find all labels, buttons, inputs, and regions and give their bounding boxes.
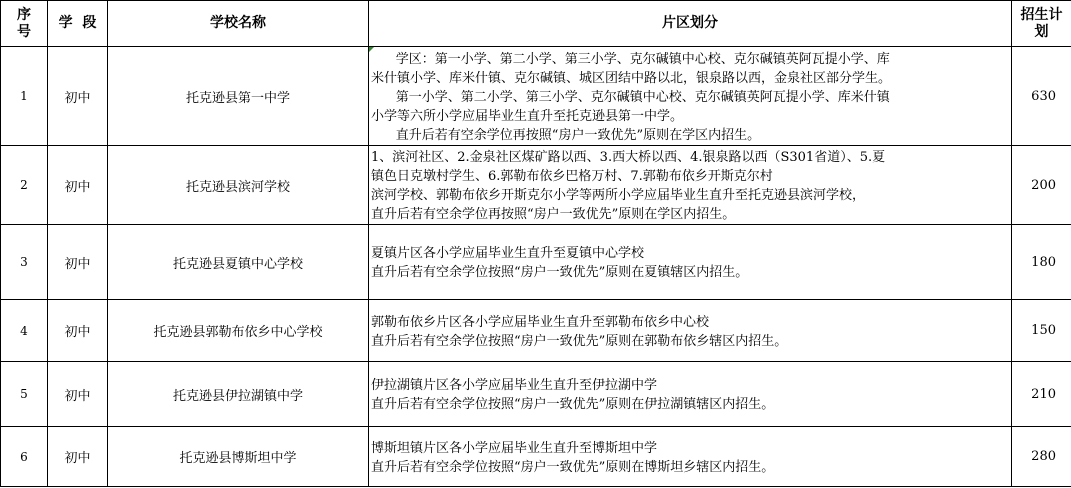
header-school: 学校名称 [108,1,369,47]
header-seq-top: 序 [17,6,31,23]
plan-cell: 210 [1012,362,1071,427]
school-cell: 托克逊县第一中学 [108,47,369,146]
area-line: 郭勒布依乡片区各小学应届毕业生直升至郭勒布依乡中心校 [371,314,710,330]
stage-cell: 初中 [48,362,108,427]
seq-cell: 1 [1,47,48,146]
area-cell [369,47,1012,146]
school-cell: 托克逊县博斯坦中学 [108,427,369,487]
seq-cell: 2 [1,146,48,225]
plan-cell: 150 [1012,300,1071,362]
school-cell: 托克逊县滨河学校 [108,146,369,225]
area-line: 小学等六所小学应届毕业生直升至托克逊县第一中学。 [371,108,684,124]
table-row [1,300,1071,362]
seq-cell: 3 [1,225,48,300]
plan-cell: 180 [1012,225,1071,300]
area-line: 博斯坦镇片区各小学应届毕业生直升至博斯坦中学 [371,440,658,456]
school-cell: 托克逊县伊拉湖镇中学 [108,362,369,427]
school-cell: 托克逊县郭勒布依乡中心学校 [108,300,369,362]
area-line: 直升后若有空余学位按照“房户一致优先”原则在博斯坦乡辖区内招生。 [371,459,775,475]
table-row [1,362,1071,427]
header-area: 片区划分 [369,1,1012,47]
header-plan [1012,1,1071,47]
seq-cell: 6 [1,427,48,487]
stage-cell: 初中 [48,47,108,146]
area-line: 夏镇片区各小学应届毕业生直升至夏镇中心学校 [371,246,645,261]
area-line: 直升后若有空余学位再按照“房户一致优先”原则在学区内招生。 [371,207,736,222]
area-cell [369,362,1012,427]
header-seq [1,1,48,47]
area-line: 直升后若有空余学位按照“房户一致优先”原则在郭勒布依乡辖区内招生。 [371,333,788,349]
area-line: 米什镇小学、库米什镇、克尔碱镇、城区团结中路以北，银泉路以西，金泉社区部分学生。 [371,70,892,86]
header-seq-bottom: 号 [17,23,31,40]
header-plan-bottom: 划 [1034,23,1049,40]
area-cell [369,225,1012,300]
area-line: 滨河学校、郭勒布依乡开斯克尔小学等两所小学应届毕业生直升至托克逊县滨河学校， [371,188,866,203]
seq-cell: 4 [1,300,48,362]
table-row [1,146,1071,225]
comment-marker-icon [369,47,374,52]
header-row [1,1,1071,47]
table-row [1,47,1071,146]
table-row [1,225,1071,300]
stage-cell: 初中 [48,146,108,225]
school-cell: 托克逊县夏镇中心学校 [108,225,369,300]
area-cell [369,427,1012,487]
stage-cell: 初中 [48,427,108,487]
header-plan-top: 招生计 [1020,6,1063,23]
plan-cell: 630 [1012,47,1071,146]
stage-cell: 初中 [48,225,108,300]
area-cell [369,146,1012,225]
area-line: 伊拉湖镇片区各小学应届毕业生直升至伊拉湖中学 [371,378,658,393]
area-line: 镇色日克墩村学生、6.郭勒布依乡巴格万村、7.郭勒布依乡开斯克尔村 [371,169,773,184]
area-line: 直升后若有空余学位再按照“房户一致优先”原则在学区内招生。 [371,127,761,143]
area-line: 学区：第一小学、第二小学、第三小学、克尔碱镇中心校、克尔碱镇英阿瓦提小学、库 [371,51,890,67]
table-row [1,427,1071,487]
plan-cell: 200 [1012,146,1071,225]
area-line: 1、滨河社区、2.金泉社区煤矿路以西、3.西大桥以西、4.银泉路以西（S301省道）、5.夏 [371,150,886,165]
stage-cell: 初中 [48,300,108,362]
area-line: 直升后若有空余学位按照“房户一致优先”原则在伊拉湖镇辖区内招生。 [371,397,775,412]
area-line: 第一小学、第二小学、第三小学、克尔碱镇中心校、克尔碱镇英阿瓦提小学、库米什镇 [371,89,890,105]
plan-cell: 280 [1012,427,1071,487]
header-stage: 学 段 [48,1,108,47]
area-cell [369,300,1012,362]
seq-cell: 5 [1,362,48,427]
area-line: 直升后若有空余学位按照“房户一致优先”原则在夏镇辖区内招生。 [371,265,749,280]
